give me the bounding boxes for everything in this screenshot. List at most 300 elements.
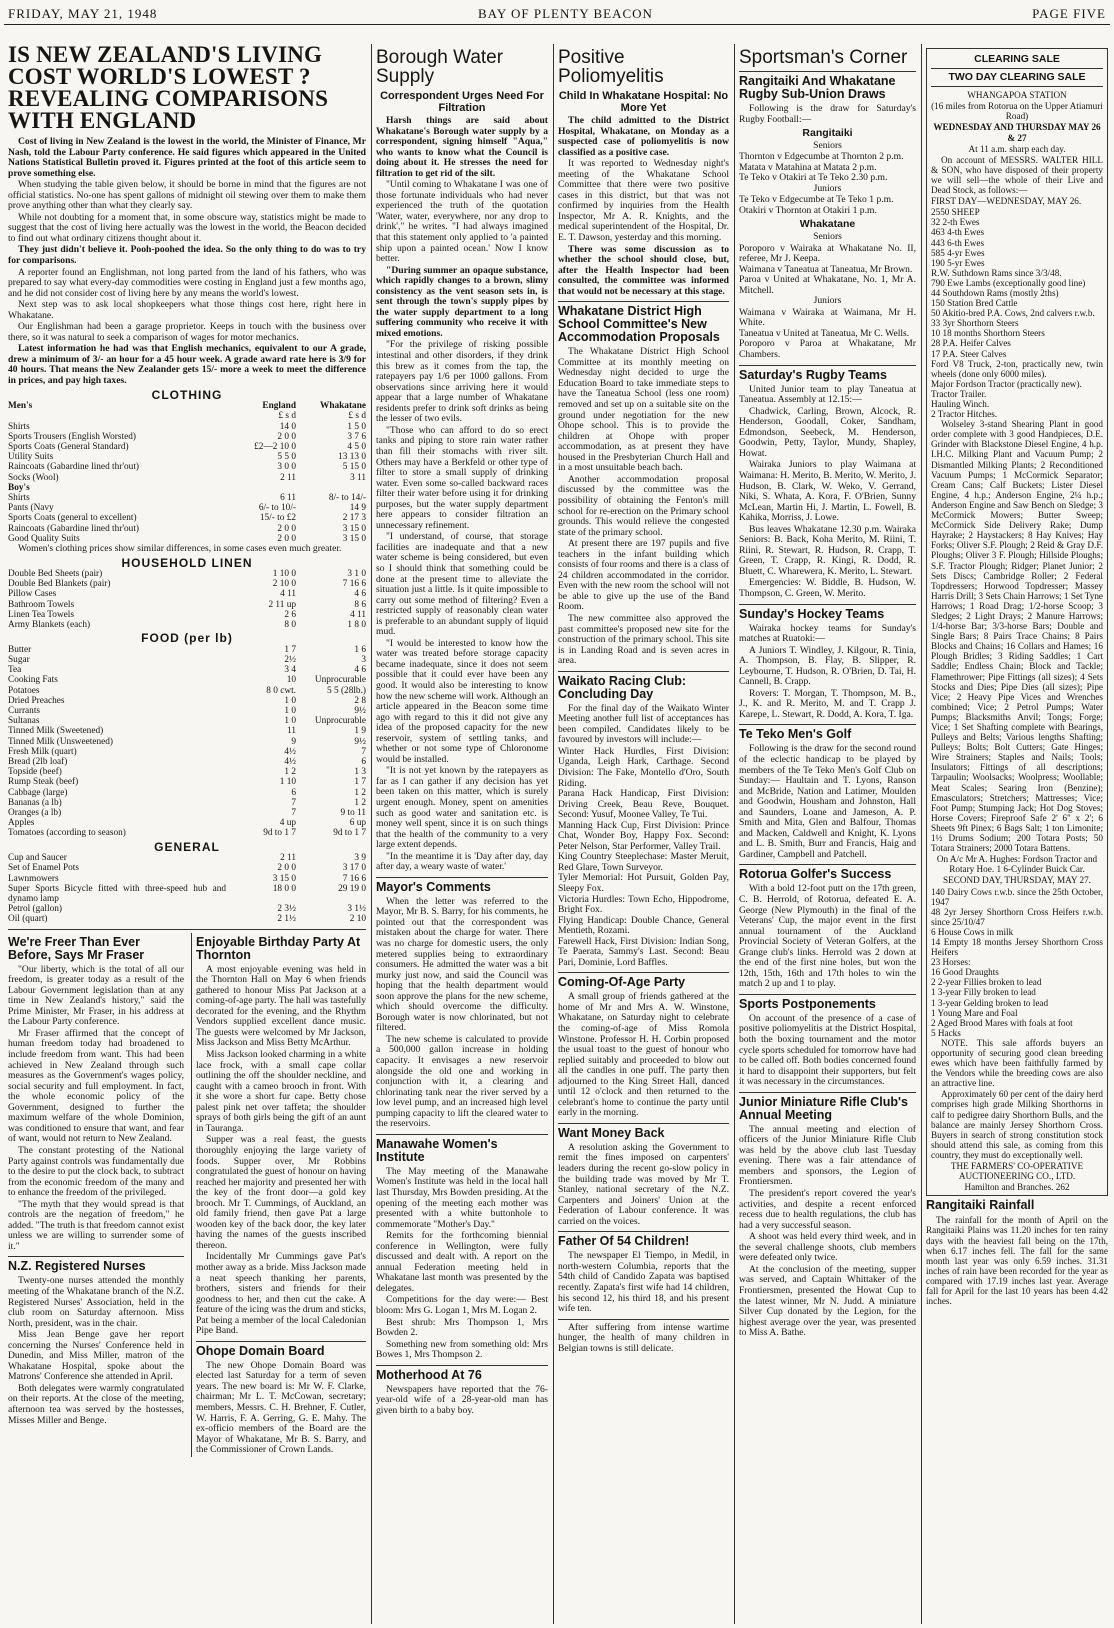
item-name: Sugar [8, 655, 30, 666]
section-rule [739, 604, 916, 605]
item-name: Dried Preaches [8, 695, 65, 706]
price-row [8, 686, 366, 696]
england-price: 2½ [284, 655, 296, 666]
whakatane-price: 3 15 0 [342, 533, 366, 544]
whakatane-price: 8/- to 14/- [328, 492, 366, 503]
england-price: 11 [287, 726, 296, 737]
item-name: Good Quality Suits [8, 533, 80, 544]
racing-entry: Winter Hack Hurdles, First Division: Uganda, Leigh Hark, Carthage. Second Division: The Fake, Montello d'Oro, South Riding. [558, 745, 729, 789]
polio-subheadline: Child In Whakatane Hospital: No More Yet [558, 90, 729, 114]
price-row [8, 675, 366, 685]
price-row [8, 747, 366, 757]
stock-item: 2 Aged Brood Mares with foals at foot [931, 1017, 1073, 1028]
stock-item: 790 Ewe Lambs (exceptionally good line) [931, 277, 1086, 288]
whakatane-price: 3 1 0 [347, 569, 366, 580]
price-row [8, 665, 366, 675]
price-row [8, 432, 366, 442]
lead-paragraph: Our Englishman had been a garage proprietor. Keeps in touch with the business over there, so it was natural to seek a comparison of wages for motor mechanics. [8, 321, 366, 343]
school-paragraph: Another accommodation proposal discussed by the committee was the possibility of obtaining the Fenton's mill school for re-erection on the Primary school grounds. This would relieve the congested state of the primary school. [558, 473, 729, 538]
england-price: 10 [286, 675, 296, 686]
item-name: Oil (quart) [8, 914, 48, 925]
sale-advert [926, 48, 1108, 1196]
party-headline: Enjoyable Birthday Party At Thornton [196, 934, 361, 962]
nurses-paragraph: Twenty-one nurses attended the monthly meeting of the Whakatane branch of the N.Z. Registered Nurses' Association, held in the club room on Saturday afternoon. Miss North, president, was in the chair. [8, 1275, 184, 1329]
section-rule [739, 71, 916, 72]
fixture-item: Paroa v United at Whakatane, No. 1, Mr A. Mitchell. [739, 274, 916, 296]
water-paragraph: "Until coming to Whakatane I was one of those fortunate individuals who had never experienced the truth of the quotation 'Water, water, everywhere, nor any drop to drink'," he writes. "I had always imagined that this statement only applied to 'a painted ship upon a painted ocean.' Now I know better. [376, 179, 548, 265]
water-paragraph: "It is not yet known by the ratepayers as far as I can gather if any decision has yet been taken on this matter, which is surely urgent enough. Money, spent on amenities such as good water and sanitation etc. is money well spent, since it is on such things that the health of the community to a very large extent depends. [376, 765, 548, 851]
mayor-headline: Mayor's Comments [376, 879, 491, 894]
price-row [8, 600, 366, 610]
manawahe-headline: Manawahe Women's Institute [376, 1136, 498, 1164]
whakatane-price: 8 6 [354, 599, 366, 610]
food-heading: FOOD (per lb) [141, 631, 233, 646]
clothing-table [8, 401, 366, 544]
father-headline: Father Of 54 Children! [558, 1234, 690, 1249]
section-rule [558, 1123, 729, 1124]
england-price: 4 up [279, 818, 296, 829]
item-name: Oranges (a lb) [8, 808, 62, 819]
rifle-paragraph: The president's report covered the year's activities, and despite a recent enforced recess due to health regulations, the club has had a very successful season. [739, 1188, 916, 1231]
whakatane-price: Unprocurable [314, 675, 366, 686]
price-row [8, 767, 366, 777]
plant-paragraph: Wolseley 3-stand Shearing Plant in good order complete with 3 good Handpieces, D.E. Grinder with Blackstone Diesel Engine, 4 h.p. I.H.C. Milking Plant and Vacuum Pump; 2 Dismantled Milking Plants; 2 Reconditioned Vacuum Pumps; 1 McCormick Separator; Cream Cans; Calf Buckets; Lister Diesel Engine, 4 h.p.; Anderson Engine, 2¼ h.p.; Anderson Engine and Saw Bench on Sledge; 3 McCormick Mowers; Butter Sweep; McCormick Side Delivery Rake; Dump Hayrake; 2 Haystackers; 8 Hay Knives; Hay Forks; Oliver S.F. Plough; 2 Reid & Gray D.F. Ploughs; Oliver 3 F. Plough; Hillside Ploughs; S.F. Tractor Plough; Ridger; Planet Junior; 2 Sets Discs; Cambridge Roller; 2 Federal Topdressers; Horwood Topdresser; Massey Harris Drill; 3 Sets Chain Harrows; 1 Set Tyne Harrows; 1 Road Drag; 1/2-horse Scoop; 3 Sledges; 2 Light Drays; 2 Manure Harrows; 1/4-horse Bar; 3/3-horse Bars; Double and Single Bars; 8 Pairs Trace Chains; 8 Pairs Blocks and Chains; 16 Collars and Hames; 16 Plough Bridles; 3 Riding Saddles; 1 Cart Saddle; Endless Chain; Block and Tackle; Flamethrower; Pipe Fittings (all sizes); 4 Sets Stocks and Dies; Pipe Dies (all sizes); Pipe Vice; 2 Heavy Pipe Vices and Wrenches combined; Vice; 2 Petrol Pumps; Water Pumps; Blacksmiths Anvil; Tongs; Forge; Vice; 1 Set Shafting complete with Bearings, Pulleys and Belts; Various lengths Shafting; Pulleys; Bolts; Bolt Cutters; Gate Hinges; Wire Strainers; Staples and Nails; Tools; Insulators; Fittings of all descriptions; Tarpaulin; Woolsacks; Woolpress; Woollable; Meat Scales; Searing Iron (Benzine); Emasculators; Stretchers; Mattresses; Vice; Foot Pump; Stumping Jack; Hot Dog Stoves; Horse Covers; Fireproof Safe 2' 6" x 2'; 6 Sheets 9ft Pinex; 6 Bags Salt; 1 ton Limonite; 1½ Drums Sodium; 200 Totara Posts; 50 Totara Strainers; 2000 Totara Battens. [931, 419, 1103, 854]
party-paragraph: Supper was a real feast, the guests thoroughly enjoying the large variety of foods. Supper over, Mr Robbins congratulated the guest of honour on having reached her majority and presented her with the key of the front door—a gold key brooch. Mr T. Cummings, of Auckland, an old family friend, then gave Pat a large wooden key of the back door, the key later having the names of the guests inscribed thereon. [196, 1134, 366, 1251]
stock-item: 2 2-year Fillies broken to lead [931, 977, 1042, 988]
price-row [8, 808, 366, 818]
nurses-paragraph: Both delegates were warmly congratulated on their reports. At the close of the meeting, afternoon tea was served by the hostesses, Misses Miller and Benge. [8, 1382, 184, 1426]
manawahe-paragraph: Best shrub: Mrs Thompson 1, Mrs Bowden 2. [376, 1316, 548, 1339]
school-paragraph: The Whakatane District High School Committee at its monthly meeting on Wednesday night decided to urge the Education Board to take immediate steps to have the Taneatua School (less one room) removed and set up on a suitable site on the ground under negotiation for the new Ohope school. This is to provide the children at Ohope with proper accommodation, as at present they have housed in the Presbyterian Church Hall and in a most unsuitable beach bach. [558, 346, 729, 474]
rifle-paragraph: The annual meeting and election of officers of the Junior Miniature Rifle Club was held by the above club last Tuesday evening. There was a fair attendance of members and sponsors, the Legion of Frontiersmen. [739, 1123, 916, 1188]
price-row [8, 462, 366, 472]
price-row [8, 610, 366, 620]
sheep-list [931, 207, 1103, 419]
whakatane-price: 2 8 [354, 695, 366, 706]
whakatane-price: 1 2 [354, 787, 366, 798]
whakatane-col-head: Whakatane [320, 401, 366, 412]
rainfall-paragraph: The rainfall for the month of April on the Rangitaiki Plains was 11.20 inches for ten rainy days with the heaviest fall being on the 17th, when 6.17 inches fell. The fall for the same month last year was only 6.59 inches. 31.31 inches of rain have been recorded for the year as compared with 17.19 inches last year. Average fall for April for the last 10 years has been 4.42 inches. [926, 1215, 1108, 1307]
column-clearing-sale [926, 46, 1108, 1624]
england-price: 2 11 up [268, 599, 296, 610]
item-name: Pants (Navy [8, 503, 54, 514]
england-price: 1 0 [284, 695, 296, 706]
stock-item: 6 House Cows in milk [931, 926, 1014, 937]
item-name: Tinned Milk (Sweetened) [8, 726, 104, 737]
polio-paragraph: It was reported to Wednesday night's meeting of the Whakatane School Committee that there were two positive cases in this district, but that was not confirmed by inquiries from the Health Inspector, Mr A. R. Knights, and the medical superintendent of the Hospital, Dr. E. T. Dawson, yesterday and this morning. [558, 158, 729, 244]
racing-list [558, 747, 729, 968]
section-rule [376, 1365, 548, 1366]
stock-item: 2 Tractor Hitches. [931, 409, 998, 420]
england-price: 14 0 [279, 421, 296, 432]
hockey-headline: Sunday's Hockey Teams [739, 606, 885, 621]
stock-item: 32 2-th Ewes [931, 217, 980, 228]
whakatane-price: 1 6 [354, 644, 366, 655]
motherhood-headline: Motherhood At 76 [376, 1367, 482, 1382]
stock-item: 28 P.A. Heifer Calves [931, 338, 1011, 349]
fixture-item: Te Teko v Edgecumbe at Te Teko 1 p.m. [739, 194, 894, 206]
section-rule [931, 86, 1103, 87]
stock-item: 23 Horses: [931, 957, 971, 968]
lead-paragraph: Next step was to ask local shopkeepers what those things cost here, right here in Whakatane. [8, 299, 366, 321]
postponements-headline: Sports Postponements [739, 996, 876, 1011]
freer-paragraph: The constant protesting of the National Party against controls was fundamentally due to the desire to put the clock back, to subtract from the economic freedom of the many and to enhance the freedom of the privileged. [8, 1144, 184, 1199]
whakatane-price: 2 17 3 [342, 513, 366, 524]
section-rule [8, 929, 366, 930]
manawahe-paragraph: Remits for the forthcoming biennial conference in Wellington, were fully discussed and dealt with. A report on the annual Federation meeting held in Whakatane last month was presented by the delegates. [376, 1230, 548, 1294]
saturday-paragraph: Wairaka Juniors to play Waimana at Waimana: H. Merito, B. Merito, W. Merito, J. Hudson, B. Clark, W. Weko, V. Gerrand, Niki, S. Whata, A. Kora, F. O'Brien, Sunny McLean, Martin Hi, J. Martin, L. Fowell, B. Kahika, Morriss, J. Lowe. [739, 459, 916, 524]
stock-item: 2550 SHEEP [931, 207, 980, 218]
stock-item: Hauling Winch. [931, 399, 990, 409]
england-price: 2 11 [280, 853, 296, 864]
nurses-paragraph: Miss Jean Benge gave her report concerning the Nurses' Conference held in Dunedin, and Miss Miller, matron of the Whakatane Hospital, spoke about the Matrons' Conference she attended in April. [8, 1329, 184, 1383]
whakatane-price: 1 5 0 [347, 421, 366, 432]
stock-item: 150 Station Bred Cattle [931, 298, 1018, 309]
stock-item: 17 P.A. Steer Calves [931, 348, 1007, 359]
fixture-item: Waimana v Wairaka at Waimana, Mr H. White. [739, 306, 916, 329]
sale-dates: WEDNESDAY AND THURSDAY MAY 26 & 27 [933, 122, 1101, 143]
whakatane-price: 3 17 0 [342, 863, 366, 874]
polio-paragraph: There was some discussion as to whether the school should close, but, after the Health Inspector had been consulted, the committee was informed that would not be necessary at this stage. [558, 243, 729, 297]
item-name: Tomatoes (according to season) [8, 828, 126, 839]
whakatane-price: 3 15 0 [342, 523, 366, 534]
money-head: £ s d [348, 411, 366, 422]
item-name: Bananas (a lb) [8, 797, 62, 808]
whakatane-price: 9 to 11 [340, 808, 366, 819]
stock-item: 44 Southdown Rams (mostly 2ths) [931, 287, 1059, 298]
masthead [8, 6, 1106, 22]
hockey-paragraph: Rovers: T. Morgan, T. Thompson, M. B., J., K. and R. Merito, M. and T. Crapp J. Karepe, L. Stewart, R. Dodd, A. Kora, T. Iga. [739, 687, 916, 720]
england-price: 2 0 0 [277, 863, 296, 874]
sale-intro: On account of MESSRS. WALTER HILL & SON, who have disposed of their property we will sell—the whole of their Live and Dead Stock, as follows:— [931, 154, 1103, 196]
column-cost-of-living [8, 42, 366, 1624]
whakatane-seniors-list [739, 244, 916, 297]
section-rule [739, 864, 916, 865]
money-head: £ s d [278, 411, 296, 422]
england-price: 3 4 [284, 665, 296, 676]
stock-item: 48 2yr Jersey Shorthorn Cross Heifers r.w.b. since 25/10/47 [931, 906, 1103, 927]
food-table [8, 645, 366, 839]
stock-item: 5 Hacks [931, 1027, 961, 1038]
lead-paragraph: They just didn't believe it. Pooh-poohed the idea. So the only thing to do was to try for comparisons. [8, 244, 366, 267]
price-row [8, 716, 366, 726]
rifle-paragraph: At the conclusion of the meeting, supper was served, and Captain Whittaker of the Frontiersmen, presented the Howat Cup to the latest winner, Mr N. Judd. A miniature Silver Cup donated by the Legion, for the highest average over the year, was presented to Miss A. Bathe. [739, 1263, 916, 1339]
sale-day1: FIRST DAY—WEDNESDAY, MAY 26. [931, 196, 1082, 207]
stock-item: Major Fordson Tractor (practically new). [931, 378, 1082, 389]
racing-entry: Farewell Hack, First Division: Indian Song, Te Paerata, Sammy's Last. Second: Beau Pari, Dominie, Lord Baffles. [558, 935, 729, 968]
section-rule [739, 994, 916, 995]
school-paragraph: At present there are 197 pupils and five teachers in the infant building which consists of four rooms and there is a class of 24 children accommodated in the corridor. Even with the new room the school will not be able to give up the use of the Band Room. [558, 538, 729, 613]
item-name: Socks (Wool) [8, 472, 59, 483]
england-price: 1 10 [279, 777, 296, 788]
item-name: Lawnmowers [8, 873, 59, 884]
lead-paragraph: When studying the table given below, it should be borne in mind that the figures are not official statistics. No-one has spent gallons of midnight oil stewing over them to make them prove anything other than what they clearly say. [8, 179, 366, 212]
column-divider [371, 44, 372, 1624]
price-row [8, 818, 366, 828]
whakatane-price: 4 6 [354, 665, 366, 676]
price-row [8, 863, 366, 873]
price-row [8, 513, 366, 523]
whakatane-price: 2 10 [349, 914, 366, 925]
item-name: Apples [8, 818, 35, 829]
sale-subtitle: TWO DAY CLEARING SALE [948, 71, 1086, 84]
price-row [8, 798, 366, 808]
clothing-note: Women's clothing prices show similar differences, in some cases even much greater. [18, 542, 342, 554]
fixture-item: Matata v Matahina at Matata 2 p.m. [739, 161, 877, 173]
sports-headline: Sportsman's Corner [739, 47, 908, 68]
water-paragraph: "Those who can afford to do so erect tanks and piping to store rain water rather than fill their stomachs with river silt. Others may have a Berkfeld or other type of filter to store a small supply of drinking water. Even some so-called backward races filter their water before using it for drinking purposes, but the water supply department here appears to consider filtration an unnecessary refinement. [376, 424, 548, 531]
rugby-headline: Rangitaiki And Whakatane Rugby Sub-Union Draws [739, 74, 896, 101]
england-col-head: England [262, 401, 296, 412]
whakatane-price: 3 9 [354, 853, 366, 864]
england-price: 1 7 [284, 644, 296, 655]
stock-item: Tractor Trailer. [931, 388, 987, 399]
freer-headline: We're Freer Than Ever Before, Says Mr Fraser [8, 934, 145, 962]
column-divider [921, 44, 922, 1624]
linen-heading: HOUSEHOLD LINEN [121, 555, 253, 570]
section-rule [558, 301, 729, 302]
item-name: Sports Coats (general to excellent) [8, 513, 137, 524]
whakatane-price: 1 3 [354, 767, 366, 778]
water-paragraph: "For the privilege of risking possible intestinal and other disorders, if they drink this brew as it comes from the tap, the ratepayers pay 1/6 per 1000 gallons. From observations since arriving here it would appear that a large number of Whakatane residents prefer to drink soft drinks as being the lesser of two evils. [376, 339, 548, 425]
england-price: 1 0 [284, 716, 296, 727]
price-row [8, 579, 366, 589]
manawahe-paragraph: The May meeting of the Manawahe Women's Institute was held in the local hall last Thursday, Mrs Bowden presiding. At the opening of the meeting each mother was presented with a white buttonhole to commemorate "Mother's Day." [376, 1165, 548, 1230]
party-paragraph: A most enjoyable evening was held in the Thornton Hall on May 6 when friends gathered to honour Miss Pat Jackson at a coming-of-age party. The hall was tastefully decorated for the evening, and the Rhythm Vendors supplied excellent dance music. The guests were welcomed by Mr Jackson, Miss Jackson and Miss Betty McArthur. [196, 963, 366, 1049]
england-price: 15/- to £2 [259, 513, 296, 524]
station-name: WHANGAPOA STATION [967, 90, 1067, 101]
item-name: Petrol (gallon) [8, 904, 62, 915]
section-rule [558, 671, 729, 672]
water-intro: Harsh things are said about Whakatane's Borough water supply by a correspondent, signing himself "Aqua," who wants to know what the Council is doing about it. He stresses the need for filtration to get rid of the silt. [376, 115, 548, 179]
england-price: 6 11 [280, 492, 296, 503]
stock-item: 1 3-year Gelding broken to lead [931, 997, 1049, 1008]
polio-headline: Positive Poliomyelitis [558, 47, 664, 87]
freer-paragraph: "The myth that they would spread is that controls are the negation of freedom," he added. "The truth is that freedom cannot exist unless we are willing to surrender some of it." [8, 1198, 184, 1252]
item-name: Butter [8, 644, 32, 655]
manawahe-paragraph: Something new from something old: Mrs Bowes 1, Mrs Thompson 2. [376, 1338, 548, 1361]
water-paragraph: "I understand, of course, that storage facilities are inadequate and that a new water scheme is being considered, but even so I should think that something could be done at the present time to alleviate the situation just a little. Is it quite impossible to carry out some method of filtering? Even a restricted supply of reasonably clean water is preferable to an abundant supply of liquid mud. [376, 531, 548, 638]
linen-table [8, 569, 366, 630]
item-name: Raincoats (Gabardine lined thr'out) [8, 523, 140, 534]
mens-label: Men's [8, 401, 33, 412]
school-headline: Whakatane District High School Committee's New Accommodation Proposals [558, 304, 720, 345]
party-paragraph: Incidentally Mr Cummings gave Pat's mother away as a bride. Miss Jackson made a neat speech thanking her parents, brothers, sisters and friends for their goodness to her, and then cut the cake. A feature of the icing was the drum and sticks, Pat being a member of the local Caledonian Pipe Band. [196, 1251, 366, 1337]
whakatane-price: Unprocurable [314, 716, 366, 727]
stock-item: 1 Young Mare and Foal [931, 1007, 1018, 1018]
saturday-rugby-headline: Saturday's Rugby Teams [739, 367, 887, 382]
price-row [8, 706, 366, 716]
stock-item: 443 6-th Ewes [931, 237, 985, 248]
whakatane-price: 6 [361, 757, 366, 768]
section-rule [196, 1341, 366, 1342]
stock-item: 190 5-yr Ewes [931, 257, 985, 268]
england-price: 5 5 0 [277, 452, 296, 463]
school-paragraph: The new committee also approved the past committee's proposed new site for the construction of the primary school. This site is in Landing Road and is seven acres in area. [558, 612, 729, 667]
whakatane-price: 7 16 6 [342, 873, 366, 884]
water-paragraph: "During summer an opaque substance, which rapidly changes to a brown, slimy consistency as the vent season sets in, is sent through the town's supply pipes by the water supply department to a long suffering community who receive it with mixed emotions. [376, 264, 548, 339]
masthead-rule [4, 24, 1110, 25]
lead-intro: Cost of living in New Zealand is the lowest in the world, the Minister of Finance, Mr Nash, told the Labour Party conference. He said figures which appeared in the United Nations Statistical Bulletin proved it. Figures printed at the foot of this article seem to prove something else. [8, 136, 366, 179]
saturday-paragraph: Bus leaves Whakatane 12.30 p.m. Wairaka Seniors: B. Back, Koha Merito, M. Riini, T. Riini, R. Stewart, R. Hudson, R. Crapp, T. Green, T. Crapp, R. Kingi, R. Dodd, R. Bluett, C. Wharewera, K. Merito, L. Stewart. [739, 523, 916, 577]
rifle-headline: Junior Miniature Rifle Club's Annual Meeting [739, 1094, 908, 1122]
whakatane-price: 1 8 0 [347, 620, 366, 631]
item-name: Double Bed Blankets (pair) [8, 579, 111, 590]
polio-intro: The child admitted to the District Hospital, Whakatane, on Monday as a suspected case of poliomyelitis is now classified as a positive case. [558, 115, 729, 158]
whakatane-price: 14 9 [349, 503, 366, 514]
item-name: Utility Suits [8, 452, 54, 463]
whakatane-juniors-list [739, 308, 916, 361]
price-row [8, 737, 366, 747]
whakatane-price: 9½ [354, 706, 366, 717]
england-price: 4½ [284, 757, 296, 768]
england-price: 2 10 0 [272, 579, 296, 590]
rangitaiki-seniors-list [739, 152, 916, 184]
lead-paragraph: Latest information he had was that English mechanics, equivalent to our A grade, drew a minimum of 3/- an hour for a 45 hour week. A grade award rate here is 3/9 for 40 hours. That means the New Zealander gets 15/- more a week to meet the difference in prices, and pay high taxes. [8, 343, 366, 387]
whakatane-price: 13 13 0 [338, 452, 366, 463]
seniors-label: Seniors [813, 139, 842, 151]
price-row [8, 726, 366, 736]
whakatane-price: 7 16 6 [342, 579, 366, 590]
england-price: 1 0 [284, 706, 296, 717]
father-paragraph: The newspaper El Tiempo, in Medil, in north-western Columbia, reports that the 54th child of Candido Zapata was baptised recently. Zapata's first wife had 14 children, his second 12, his third 18, and his present wife ten. [558, 1250, 729, 1315]
general-table [8, 853, 366, 924]
item-name: Tinned Milk (Unsweetened) [8, 736, 114, 747]
item-name: Army Blankets (each) [8, 620, 91, 631]
water-paragraph: "I would be interested to know how the water was treated before storage capacity became inadequate, since it does not seem possible that it could ever have been any good. It would also be interesting to know how the new scheme will work. Although an article appeared in the Beacon some time ago with regard to this it did not give any idea of the proposed capacity for the new reservoir, system of settling tanks, and whether or not some type of Chloronome would be installed. [376, 637, 548, 765]
racing-entry: Manning Hack Cup, First Division: Prince Chat, Wonder Boy, Happy Fox. Second: Peter Nelson, Star Performer, Valley Trail. [558, 819, 729, 852]
auctioneer-branches: Hamilton and Branches. 262 [964, 1182, 1070, 1193]
england-price: 3 15 0 [272, 873, 296, 884]
column-divider [734, 44, 735, 1624]
whakatane-price: 1 2 [354, 797, 366, 808]
cattle-list [931, 887, 1103, 1038]
england-price: 7 [291, 808, 296, 819]
racing-headline: Waikato Racing Club: Concluding Day [558, 673, 687, 701]
column-sports [739, 46, 916, 1624]
stock-item: 33 3yr Shorthorn Steers [931, 318, 1019, 329]
price-row [8, 442, 366, 452]
whakatane-price: 9d to 1 7 [333, 828, 366, 839]
fixture-item: Waimana v Taneatua at Taneatua, Mr Brown. [739, 263, 913, 275]
sale-note: NOTE. This sale affords buyers an opportunity of securing good clean breeding ewes which have been faithfully farmed by the Vendors while the breeding cows are also an attractive line. [931, 1037, 1103, 1089]
freer-paragraph: "Our liberty, which is the total of all our freedom, is greater today as a result of the Labour Government legislation than at any time in New Zealand's history," said the Prime Minister, Mr Fraser, in his address at the Labour Party conference. [8, 963, 184, 1028]
whakatane-price: 5 15 0 [342, 462, 366, 473]
whakatane-price: 6 up [349, 818, 366, 829]
item-name: Shirts [8, 492, 30, 503]
item-name: Set of Enamel Pots [8, 863, 80, 874]
section-rule [376, 877, 548, 878]
price-row [8, 569, 366, 579]
stock-item: 14 Empty 18 months Jersey Shorthorn Cross Heifers [931, 936, 1103, 958]
section-rule [558, 972, 729, 973]
stock-item: 10 18 months Shorthorn Steers [931, 328, 1045, 339]
whakatane-price: 1 7 [354, 777, 366, 788]
racing-entry: King Country Steeplechase: Master Meruit, Red Glare, Town Surveyor. [558, 851, 729, 873]
nurses-headline: N.Z. Registered Nurses [8, 1259, 146, 1274]
sale-title: CLEARING SALE [974, 53, 1060, 65]
price-row [8, 884, 366, 904]
item-name: Cup and Saucer [8, 853, 67, 864]
item-name: Raincoats (Gabardine lined thr'out) [8, 462, 140, 473]
juniors-label: Juniors [813, 295, 842, 307]
masthead-date: FRIDAY, MAY 21, 1948 [8, 6, 158, 21]
england-price: 8 0 cwt. [266, 685, 296, 696]
clothing-heading: CLOTHING [151, 387, 223, 402]
fixture-item: Te Teko v Otakiri at Te Teko 2.30 p.m. [739, 172, 888, 184]
racing-entry: Parana Hack Handicap, First Division: Driving Creek, Beau Reve, Bouquet. Second: Yusuf, Moonee Valley, Te Tui. [558, 788, 729, 821]
item-name: Bathroom Towels [8, 599, 75, 610]
rifle-paragraph: A shoot was held every third week, and in the several challenge shoots, club members were defeated only twice. [739, 1231, 916, 1264]
column-polio [558, 46, 729, 1624]
money-paragraph: A resolution asking the Government to remit the fines imposed on carpenters' leaders during the recent go-slow policy in the building trade was moved by Mr T. Stanley, national secretary of the N.Z. Carpenters and Joiners' Union at the Federation of Labour conference. It was carried on the voices. [558, 1141, 729, 1227]
motherhood-paragraph: Newspapers have reported that the 76-year-old wife of a 28-year-old man has given birth to a baby boy. [376, 1383, 548, 1416]
racing-entry: Victoria Hurdles: Town Echo, Hippodrome, Bright Fox. [558, 893, 729, 916]
england-price: 2 0 0 [277, 431, 296, 442]
item-name: Pillow Cases [8, 589, 57, 600]
item-name: Sports Coats (General Standard) [8, 441, 129, 452]
whakatane-price: 3 [361, 655, 366, 666]
england-price: 8 0 [284, 620, 296, 631]
golf-headline: Te Teko Men's Golf [739, 727, 852, 742]
whakatane-price: 4 6 [354, 589, 366, 600]
item-name: Shirts [8, 421, 30, 432]
stock-item: 16 Good Draughts [931, 967, 999, 978]
whakatane-price: 3 11 [350, 472, 366, 483]
water-headline: Borough Water Supply [376, 47, 504, 87]
price-row [8, 620, 366, 630]
rangitaiki-label: Rangitaiki [802, 127, 853, 140]
golf-paragraph: Following is the draw for the second round of the eclectic handicap to be played by members of the Te Teko Men's Golf Club on Sunday:— Haultain and T. Lyons, Ranson and McBride, Nation and Latimer, Moulden and Goodwin, Housham and Johnston, Hall and Saunders, Loane and Jameson, A. P. Smith and Mita, Glen and Balfour, Thomas and Macken, Caldwell and Knight, K. Lyons and L. B. Smith, Burr and Francis, Haig and Gardiner, Campbell and Patchell. [739, 743, 916, 860]
stock-item: 140 Dairy Cows r.w.b. since the 25th October, 1947 [931, 886, 1103, 907]
section-rule [739, 724, 916, 725]
england-price: 1 10 0 [272, 569, 296, 580]
whakatane-price: 3 7 6 [347, 431, 366, 442]
freer-paragraph: Mr Fraser affirmed that the concept of human freedom today had broadened to include freedom from want. This had been achieved in New Zealand through such measures as the Government's wages policy, social security and full employment. In fact, the whole economic policy of the Government, designed to further the maximum welfare of the whole Dominion, was conditioned to ensure that want, and fear of want, would not return to New Zealand. [8, 1027, 184, 1145]
racing-paragraph: For the final day of the Waikato Winter Meeting another full list of acceptances has been compiled. Candidates likely to be favoured by investors will include:— [558, 702, 729, 746]
rotorua-paragraph: With a bold 12-foot putt on the 17th green, C. B. Herrold, of Rotorua, defeated E. A. George (New Plymouth) in the final of the Veterans' Cup, the major event in the first annual tournament of the Auckland Provincial Society of Veteran Golfers, at the Grange club's links. Herrold was 2 down at the end of the first nine holes, but won the 12th, 15th, 16th and 17th holes to win the match 2 up and 1 to play. [739, 883, 916, 990]
section-rule [558, 1319, 729, 1320]
england-price: 6/- to 10/- [258, 503, 296, 514]
england-price: 2 0 0 [277, 523, 296, 534]
whakatane-price: 7 [361, 746, 366, 757]
item-name: Potatoes [8, 685, 40, 696]
rugby-intro: Following is the draw for Saturday's Rugby Football:— [739, 103, 916, 125]
coming-paragraph: A small group of friends gathered at the home of Mr and Mrs A. W. Winstone, Whakatane, on Saturday night to celebrate the coming-of-age of Miss Romola Winstone. Professor H. H. Corbin proposed the usual toast to the guest of honour who replied suitably and proceeded to blow out all the candles in one puff. The party then adjourned to the King Street Hall, danced until 12 o'clock and then returned to the celebrant's home to continue the party until early in the morning. [558, 991, 729, 1119]
fixture-item: Poroporo v Paroa at Whakatane, Mr Chambers. [739, 338, 916, 361]
price-row [8, 757, 366, 767]
price-row [8, 655, 366, 665]
fixture-item: Otakiri v Thornton at Otakiri 1 p.m. [739, 204, 877, 216]
item-name: Topside (beef) [8, 767, 62, 778]
station-note: (16 miles from Rotorua on the Upper Atiamuri Road) [931, 101, 1103, 122]
price-row [8, 828, 366, 838]
item-name: Rump Steak (beef) [8, 777, 79, 788]
item-name: Bread (2lb loaf) [8, 757, 68, 768]
sale-time: At 11 a.m. sharp each day. [968, 143, 1066, 154]
saturday-paragraph: Chadwick, Carling, Brown, Alcock, R. Henderson, Goodall, Coker, Sandham, Edmondson, Seebeck, M. Henderson, Goodwin, Petty, Taylor, Mundy, Shapley, Howat. [739, 405, 916, 459]
stock-item: Ford V8 Truck, 2-ton, practically new, twin wheels (done only 6000 miles). [931, 358, 1103, 379]
stock-item: R.W. Suthdown Rams since 3/3/48. [931, 267, 1062, 278]
whakatane-price: 9½ [354, 736, 366, 747]
section-rule [376, 1134, 548, 1135]
lead-headline: IS NEW ZEALAND'S LIVING COST WORLD'S LOWEST ? REVEALING COMPARISONS WITH ENGLAND [8, 42, 329, 133]
whakatane-price: 29 19 0 [338, 883, 366, 894]
stock-item: 463 4-th Ewes [931, 227, 985, 238]
coming-headline: Coming-Of-Age Party [558, 975, 686, 990]
rangitaiki-juniors-list [739, 195, 916, 216]
rainfall-headline: Rangitaiki Rainfall [926, 1198, 1035, 1213]
